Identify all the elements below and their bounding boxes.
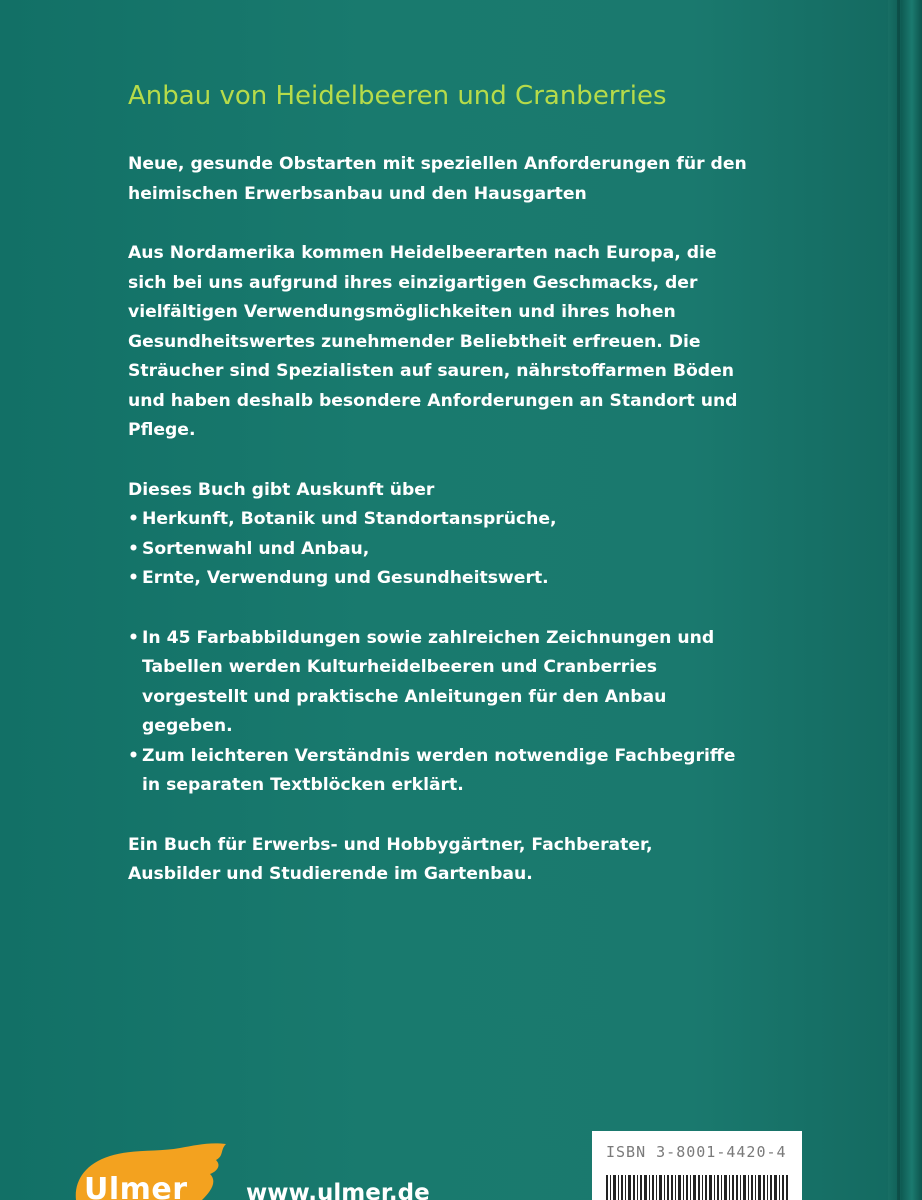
topic-item: • Herkunft, Botanik und Standortansprüche, <box>128 505 748 535</box>
topic-item: • Ernte, Verwendung und Gesundheitswert. <box>128 564 748 594</box>
barcode-icon <box>606 1175 788 1200</box>
cover-text-block <box>128 78 748 890</box>
topics-lead: Dieses Buch gibt Auskunft über <box>128 479 435 500</box>
book-subtitle: Neue, gesunde Obstarten mit speziellen Anforderungen für den heimischen Erwerbsanbau und den Hausgarten <box>128 154 747 204</box>
publisher-website[interactable]: www.ulmer.de <box>246 1180 430 1200</box>
barcode-label <box>592 1131 802 1200</box>
features-list <box>128 624 748 801</box>
topics-list <box>128 505 748 594</box>
audience-paragraph: Ein Buch für Erwerbs- und Hobbygärtner, Fachberater, Ausbilder und Studierende im Gartenbau. <box>128 834 653 884</box>
isbn-number: ISBN 3-8001-4420-4 <box>606 1143 787 1161</box>
book-title: Anbau von Heidelbeeren und Cranberries <box>128 81 667 111</box>
intro-paragraph: Aus Nordamerika kommen Heidelbeerarten nach Europa, die sich bei uns aufgrund ihres einzigartigen Geschmacks, der vielfältigen Verwendungsmöglichkeiten und ihres hohen Gesundheitswertes zunehmender Beliebtheit erfreuen. Die Sträucher sind Spezialisten auf sauren, nährstoffarmen Böden und haben deshalb besondere Anforderungen an Standort und Pflege. <box>128 243 738 440</box>
feature-item: • In 45 Farbabbildungen sowie zahlreichen Zeichnungen und Tabellen werden Kulturheidelbeeren und Cranberries vorgestellt und praktische Anleitungen für den Anbau gegeben. <box>128 624 748 742</box>
spine-crease <box>897 0 900 1200</box>
feature-item: • Zum leichteren Verständnis werden notwendige Fachbegriffe in separaten Textblöcken erklärt. <box>128 742 748 801</box>
spine-edge <box>888 0 922 1200</box>
topic-item: • Sortenwahl und Anbau, <box>128 535 748 565</box>
publisher-logo-text: Ulmer <box>84 1172 188 1200</box>
